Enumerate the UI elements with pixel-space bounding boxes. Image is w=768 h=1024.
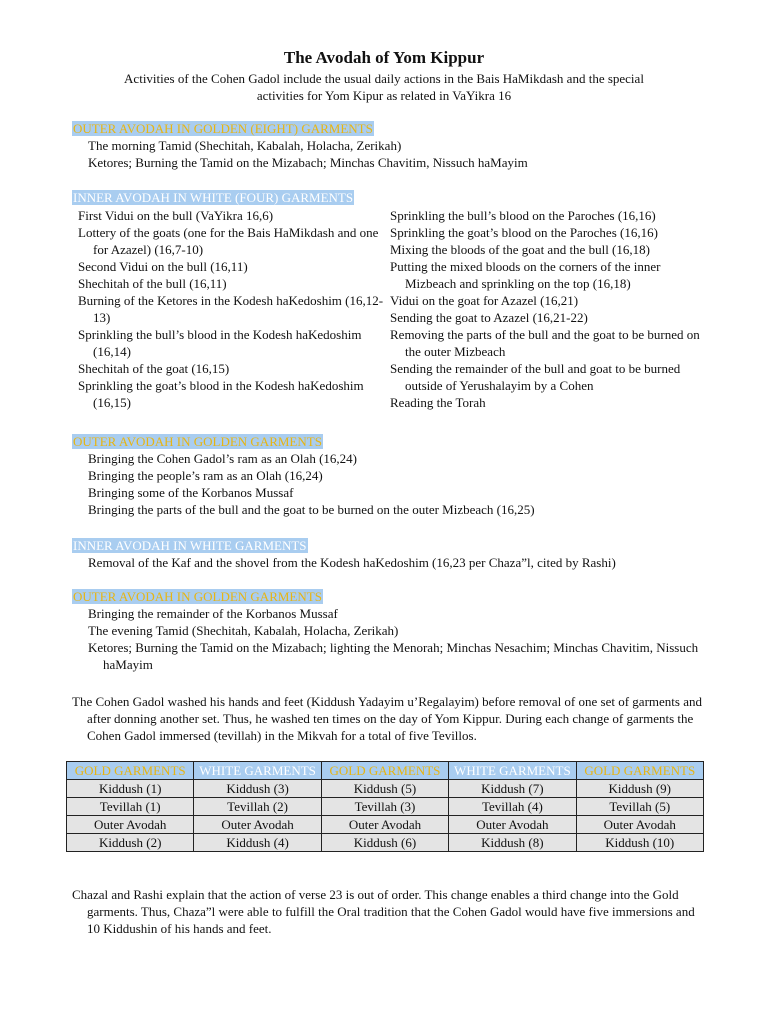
table-cell: Outer Avodah — [194, 816, 321, 834]
section-heading: OUTER AVODAH IN GOLDEN GARMENTS — [73, 434, 322, 449]
table-cell: Kiddush (9) — [576, 780, 703, 798]
list-item: Shechitah of the goat (16,15) — [78, 361, 230, 376]
table-cell: Kiddush (10) — [576, 834, 703, 852]
table-cell: Kiddush (1) — [67, 780, 194, 798]
section-heading: INNER AVODAH IN WHITE GARMENTS — [73, 538, 307, 553]
table-cell: Tevillah (2) — [194, 798, 321, 816]
document-title: The Avodah of Yom Kippur — [283, 48, 485, 67]
table-cell: Kiddush (5) — [321, 780, 448, 798]
table-cell: Tevillah (3) — [321, 798, 448, 816]
list-item: Vidui on the goat for Azazel (16,21) — [390, 293, 579, 308]
table-cell: Kiddush (7) — [449, 780, 576, 798]
section-heading: OUTER AVODAH IN GOLDEN (EIGHT) GARMENTS — [73, 121, 373, 136]
section-heading: INNER AVODAH IN WHITE (FOUR) GARMENTS — [73, 190, 354, 205]
table-cell: Kiddush (8) — [449, 834, 576, 852]
table-cell: Kiddush (2) — [67, 834, 194, 852]
paragraph-chazal: Chazal and Rashi explain that the action of verse 23 is out of order. This change enables a third change into the Gold garments. Thus, Chaza”l were able to fulfill the Oral tradition that the Cohen Gadol would have five immersions and 10 Kiddushin of his hands and feet. — [72, 887, 695, 936]
table-row — [67, 816, 704, 834]
two-column-list — [72, 207, 712, 411]
list-item: Mixing the bloods of the goat and the bull (16,18) — [390, 242, 650, 257]
right-column — [390, 207, 708, 411]
left-column — [72, 207, 390, 411]
list-item: Removing the parts of the bull and the goat to be burned on the outer Mizbeach — [390, 327, 700, 359]
subtitle-line: activities for Yom Kipur as related in VaYikra 16 — [256, 88, 512, 103]
table-cell: Outer Avodah — [321, 816, 448, 834]
table-cell: Tevillah (1) — [67, 798, 194, 816]
table-cell: Tevillah (4) — [449, 798, 576, 816]
list-item: Ketores; Burning the Tamid on the Mizabach; Minchas Chavitim, Nissuch haMayim — [88, 155, 528, 170]
column-header: WHITE GARMENTS — [194, 762, 321, 780]
list-item: First Vidui on the bull (VaYikra 16,6) — [78, 208, 274, 223]
section-inner-avodah-four — [72, 189, 712, 411]
garments-table — [66, 761, 704, 852]
subtitle-line: Activities of the Cohen Gadol include the usual daily actions in the Bais HaMikdash and the special — [124, 71, 644, 86]
table-cell: Tevillah (5) — [576, 798, 703, 816]
paragraph-washing: The Cohen Gadol washed his hands and feet (Kiddush Yadayim u’Regalayim) before removal of one set of garments and after donning another set. Thus, he washed ten times on the day of Yom Kippur. During each change of garments the Cohen Gadol immersed (tevillah) in the Mikvah for a total of five Tevillos. — [72, 694, 702, 743]
section-heading: OUTER AVODAH IN GOLDEN GARMENTS — [73, 589, 322, 604]
table-row — [67, 798, 704, 816]
table-cell: Outer Avodah — [576, 816, 703, 834]
list-item: Sprinkling the bull’s blood in the Kodesh haKedoshim (16,14) — [78, 327, 362, 359]
list-item: Reading the Torah — [390, 395, 486, 410]
list-item: Bringing the parts of the bull and the goat to be burned on the outer Mizbeach (16,25) — [88, 502, 535, 517]
column-header: GOLD GARMENTS — [576, 762, 703, 780]
list-item: Removal of the Kaf and the shovel from the Kodesh haKedoshim (16,23 per Chaza”l, cited by Rashi) — [88, 555, 616, 570]
column-header: GOLD GARMENTS — [321, 762, 448, 780]
list-item: Sending the remainder of the bull and goat to be burned outside of Yerushalayim by a Cohen — [390, 361, 681, 393]
table-row — [67, 834, 704, 852]
table-cell: Kiddush (6) — [321, 834, 448, 852]
table-header-row — [67, 762, 704, 780]
section-outer-avodah-eight — [72, 120, 712, 171]
document-subtitle — [70, 70, 698, 104]
section-outer-avodah-golden-2 — [72, 588, 712, 673]
section-outer-avodah-golden-1 — [72, 433, 712, 518]
table-cell: Kiddush (3) — [194, 780, 321, 798]
column-header: GOLD GARMENTS — [67, 762, 194, 780]
list-item: Bringing the people’s ram as an Olah (16,24) — [88, 468, 323, 483]
list-item: Putting the mixed bloods on the corners of the inner Mizbeach and sprinkling on the top (16,18) — [390, 259, 661, 291]
list-item: Sprinkling the bull’s blood on the Paroches (16,16) — [390, 208, 656, 223]
list-item: Ketores; Burning the Tamid on the Mizabach; lighting the Menorah; Minchas Nesachim; Minchas Chavitim, Nissuch haMayim — [88, 640, 699, 672]
list-item: Bringing the remainder of the Korbanos Mussaf — [88, 606, 338, 621]
table-row — [67, 780, 704, 798]
list-item: Sprinkling the goat’s blood on the Paroches (16,16) — [390, 225, 658, 240]
list-item: Bringing the Cohen Gadol’s ram as an Olah (16,24) — [88, 451, 357, 466]
list-item: The morning Tamid (Shechitah, Kabalah, Holacha, Zerikah) — [88, 138, 402, 153]
list-item: Shechitah of the bull (16,11) — [78, 276, 227, 291]
list-item: Second Vidui on the bull (16,11) — [78, 259, 248, 274]
table-cell: Outer Avodah — [449, 816, 576, 834]
list-item: Sending the goat to Azazel (16,21-22) — [390, 310, 588, 325]
column-header: WHITE GARMENTS — [449, 762, 576, 780]
list-item: Lottery of the goats (one for the Bais HaMikdash and one for Azazel) (16,7-10) — [78, 225, 379, 257]
list-item: Burning of the Ketores in the Kodesh haKedoshim (16,12-13) — [78, 293, 384, 325]
section-inner-avodah-white — [72, 537, 712, 571]
list-item: The evening Tamid (Shechitah, Kabalah, Holacha, Zerikah) — [88, 623, 399, 638]
list-item: Bringing some of the Korbanos Mussaf — [88, 485, 294, 500]
table-cell: Kiddush (4) — [194, 834, 321, 852]
list-item: Sprinkling the goat’s blood in the Kodesh haKedoshim (16,15) — [78, 378, 364, 410]
table-cell: Outer Avodah — [67, 816, 194, 834]
